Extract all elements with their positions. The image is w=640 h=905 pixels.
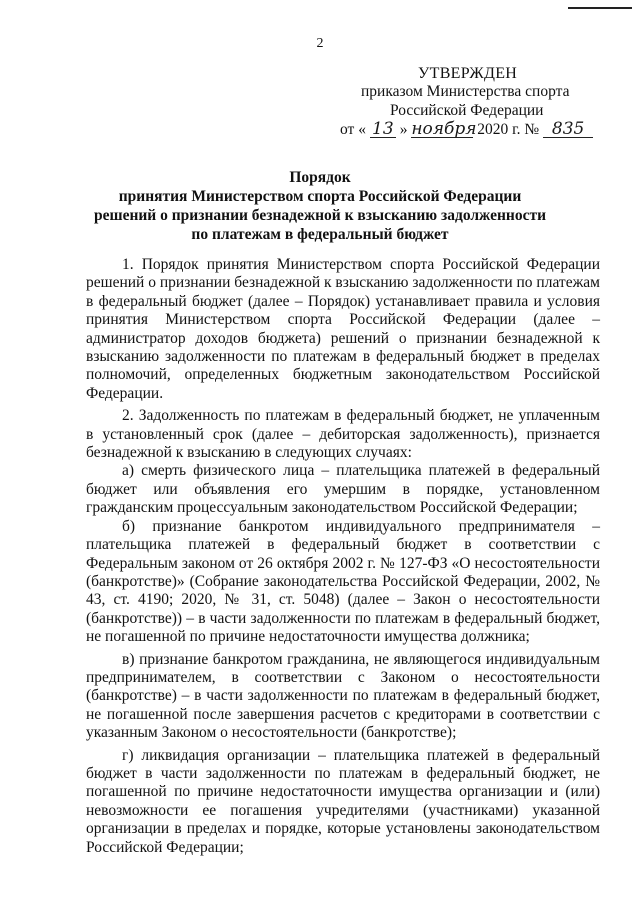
approval-heading: УТВЕРЖДЕН	[418, 65, 518, 82]
paragraph-2: 2. Задолженность по платежам в федеральный бюджет, не уплаченным в установленный срок (далее – дебиторская задолженность), признается безнадежной к взысканию в следующих случаях:	[86, 407, 600, 462]
handwritten-day: 13	[370, 121, 396, 138]
handwritten-order-number: 835	[543, 121, 593, 138]
approval-date-line	[340, 120, 593, 139]
title-line-1: Порядок	[289, 169, 351, 186]
approval-line-order: приказом Министерства спорта	[361, 83, 570, 100]
title-line-2: принятия Министерством спорта Российской Федерации	[118, 188, 522, 205]
handwritten-month: ноября	[411, 119, 477, 139]
top-edge-mark	[568, 7, 632, 9]
date-day-close: »	[399, 121, 408, 138]
paragraph-2a: а) смерть физического лица – плательщика платежей в федеральный бюджет или объявления его умершим в порядке, установленном гражданским процессуальным законодательством Российской Федерации;	[86, 462, 600, 517]
page-number: 2	[316, 36, 324, 51]
paragraph-2b: б) признание банкротом индивидуального предпринимателя – плательщика платежей в федеральный бюджет в соответствии с Федеральным законом от 26 октября 2002 г. № 127-ФЗ «О несостоятельности (банкротстве)» (Собрание законодательства Российской Федерации, 2002, № 43, ст. 4190; 2020, № 31, ст. 5048) (далее – Закон о несостоятельности (банкротстве)) – в части задолженности по платежам в федеральный бюджет, не погашенной по причине недостаточности имущества должника;	[86, 517, 600, 646]
paragraph-1: 1. Порядок принятия Министерством спорта Российской Федерации решений о признании безнадежной к взысканию задолженности по платежам в федеральный бюджет (далее – Порядок) устанавливает правила и условия принятия Министерством спорта Российской Федерации (далее – администратор доходов бюджета) решений о признании безнадежной к взысканию задолженности по платежам в федеральный бюджет в пределах полномочий, определенных бюджетным законодательством Российской Федерации.	[86, 256, 600, 402]
approval-line-federation: Российской Федерации	[390, 102, 544, 119]
paragraph-2g: г) ликвидация организации – плательщика платежей в федеральный бюджет в части задолженности по платежам в федеральный бюджет, не погашенной по причине недостаточности имущества организации и (или) невозможности ее погашения учредителями (участниками) указанной организации в пределах и порядке, которые установлены законодательством Российской Федерации;	[86, 746, 600, 856]
date-year-text: 2020 г. №	[477, 121, 540, 138]
title-line-3: решений о признании безнадежной к взысканию задолженности	[93, 207, 547, 224]
document-title	[0, 168, 640, 244]
document-body	[86, 256, 600, 857]
title-line-4: по платежам в федеральный бюджет	[191, 226, 449, 243]
date-prefix: от «	[340, 121, 366, 138]
paragraph-2v: в) признание банкротом гражданина, не являющегося индивидуальным предпринимателем, в соответствии с Законом о несостоятельности (банкротстве) – в части задолженности по платежам в федеральный бюджет, не погашенной после завершения расчетов с кредиторами в соответствии с указанным Законом о несостоятельности (банкротстве);	[86, 650, 600, 742]
